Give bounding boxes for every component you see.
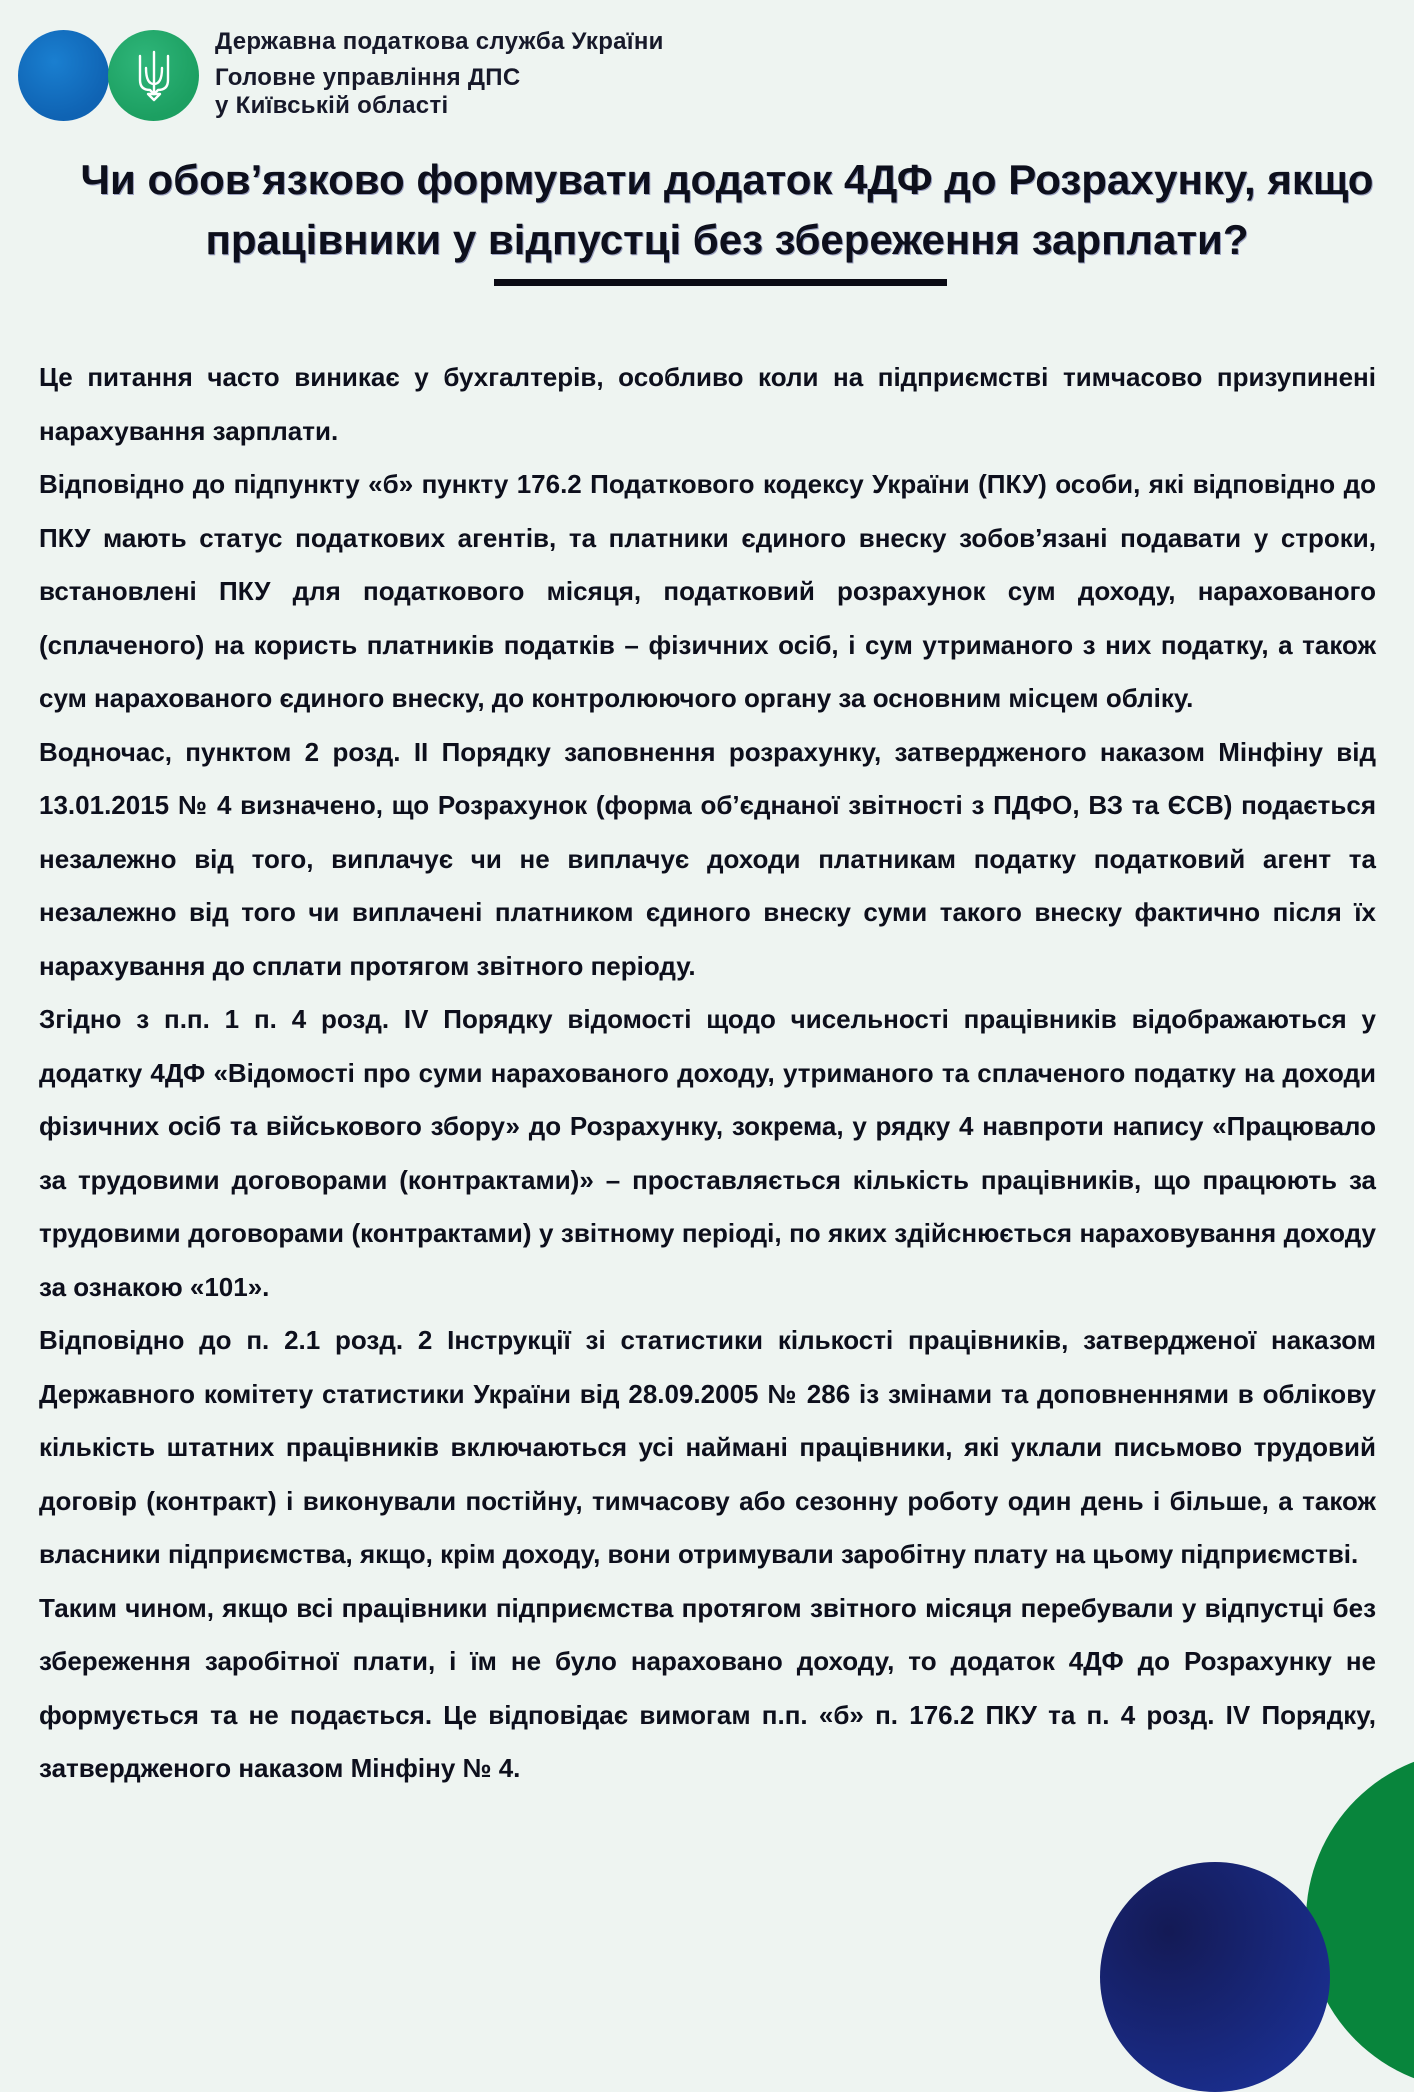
title-underline	[494, 279, 947, 286]
paragraph-1: Це питання часто виникає у бухгалтерів, особливо коли на підприємстві тимчасово призупинені нарахування зарплати.	[39, 362, 1376, 446]
logo-blue-circle	[18, 30, 109, 121]
trident-emblem-icon	[134, 50, 174, 102]
paragraph-3: Водночас, пунктом 2 розд. ІІ Порядку заповнення розрахунку, затвердженого наказом Мінфіну від 13.01.2015 № 4 визначено, що Розрахунок (форма об’єднаної звітності з ПДФО, ВЗ та ЄСВ) подається незалежно від того, виплачує чи не виплачує доходи платникам податку податковий агент та незалежно від того чи виплачені платником єдиного внеску суми такого внеску фактично після їх нарахування до сплати протягом звітного періоду.	[39, 736, 1376, 981]
org-line-3: у Київській області	[215, 92, 449, 119]
page-title: Чи обов’язково формувати додаток 4ДФ до Розрахунку, якщо працівники у відпустці без збереження зарплати?	[80, 156, 1374, 263]
logo-green-circle	[108, 30, 199, 121]
org-line-2: Головне управління ДПС	[215, 64, 521, 91]
organization-name	[215, 26, 775, 120]
paragraph-2: Відповідно до підпункту «б» пункту 176.2 Податкового кодексу України (ПКУ) особи, які відповідно до ПКУ мають статус податкових агентів, та платники єдиного внеску зобов’язані подавати у строки, встановлені ПКУ для податкового місяця, податковий розрахунок сум доходу, нарахованого (сплаченого) на користь платників податків – фізичних осіб, і сум утриманого з них податку, а також сум нарахованого єдиного внеску, до контролюючого органу за основним місцем обліку.	[39, 469, 1376, 713]
paragraph-5: Відповідно до п. 2.1 розд. 2 Інструкції зі статистики кількості працівників, затвердженої наказом Державного комітету статистики України від 28.09.2005 № 286 із змінами та доповненнями в облікову кількість штатних працівників включаються усі наймані працівники, які уклали письмово трудовий договір (контракт) і виконували постійну, тимчасову або сезонну роботу один день і більше, а також власники підприємства, якщо, крім доходу, вони отримували заробітну плату на цьому підприємстві.	[39, 1325, 1376, 1569]
paragraph-6: Таким чином, якщо всі працівники підприємства протягом звітного місяця перебували у відпустці без збереження заробітної плати, і їм не було нараховано доходу, то додаток 4ДФ до Розрахунку не формується та не подається. Це відповідає вимогам п.п. «б» п. 176.2 ПКУ та п. 4 розд. IV Порядку, затвердженого наказом Мінфіну № 4.	[39, 1592, 1376, 1783]
article-body	[39, 351, 1376, 1796]
org-line-1: Державна податкова служба України	[215, 28, 664, 55]
decorative-navy-circle	[1100, 1862, 1330, 2092]
paragraph-4: Згідно з п.п. 1 п. 4 розд. IV Порядку відомості щодо чисельності працівників відображаються у додатку 4ДФ «Відомості про суми нарахованого доходу, утриманого та сплаченого податку на доходи фізичних осіб та військового збору» до Розрахунку, зокрема, у рядку 4 навпроти напису «Працювало за трудовими договорами (контрактами)» – проставляється кількість працівників, що працюють за трудовими договорами (контрактами) у звітному періоді, по яких здійснюється нараховування доходу за ознакою «101».	[39, 1004, 1376, 1302]
decorative-green-circle	[1306, 1750, 1414, 2090]
